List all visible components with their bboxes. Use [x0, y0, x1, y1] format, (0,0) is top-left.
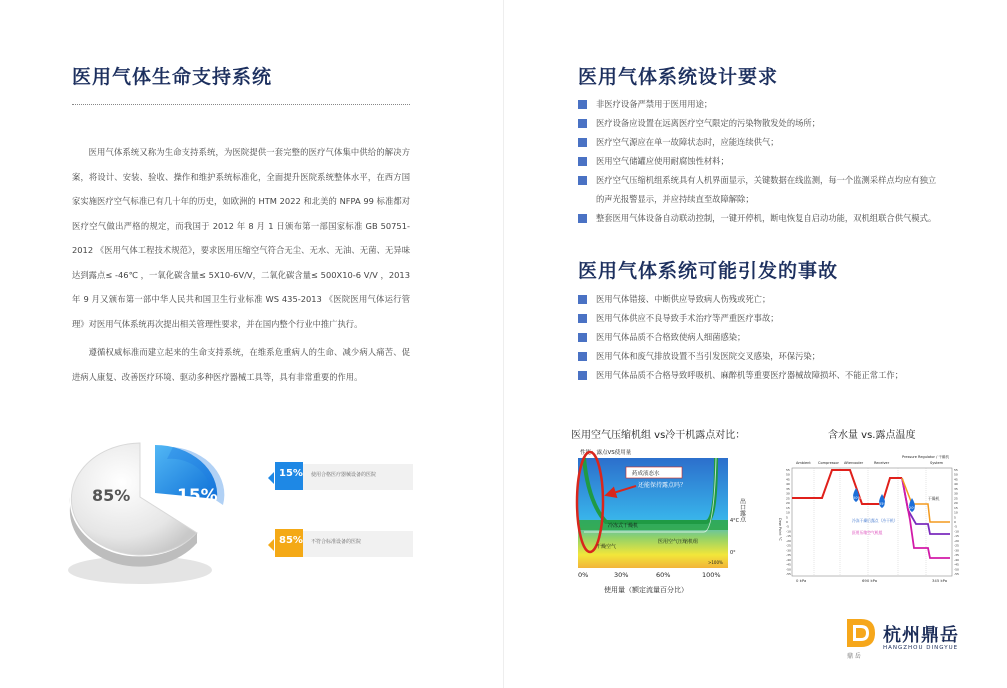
callout-85	[268, 525, 413, 565]
chart2-y-tick-right: 20	[954, 501, 958, 506]
chart1-xtick: 0%	[578, 571, 589, 579]
bullet-square	[578, 295, 587, 304]
chart1-box1-text: 药成液态水	[632, 471, 660, 477]
chart2-y-tick: 0	[786, 520, 788, 524]
chart2-column-label: Receiver	[874, 461, 890, 465]
chart2-y-tick: -20	[786, 538, 791, 543]
chart2-column-labels	[796, 454, 949, 465]
chart1-tick-4: 4°C	[730, 518, 740, 524]
title-divider	[72, 104, 410, 105]
chart2-y-tick: -40	[786, 557, 791, 562]
chart2-y-tick-right: 10	[954, 510, 958, 515]
chart2-bottom-right: 345 kPa	[932, 578, 948, 583]
chart2-y-tick: 20	[786, 501, 790, 506]
chart2-y-tick: 15	[786, 505, 790, 510]
chart2-y-tick-right: -45	[954, 562, 959, 567]
chart2-column-label: Ambient	[796, 461, 811, 465]
chart2-y-tick-right: 55	[954, 468, 958, 472]
chart2-y-tick: -25	[786, 543, 791, 548]
bullet-square	[578, 371, 587, 380]
chart2-y-tick: 5	[786, 515, 788, 520]
bullet-square	[578, 157, 587, 166]
chart2-legend2: 医用压缩空气机组	[852, 530, 883, 535]
pie-graphic	[55, 435, 260, 600]
chart2-y-tick: -55	[786, 572, 791, 576]
chart2-y-tick-right: -10	[954, 529, 959, 534]
design-item: 医疗空气源应在单一故障状态时，应能连续供气；	[578, 133, 938, 152]
chart2-y-tick-right: -40	[954, 557, 959, 562]
chart1-box2-text: 还能保持露点吗？	[638, 482, 687, 489]
callout-15	[268, 458, 413, 498]
chart1-xlabel: 使用量（额定流量百分比）	[604, 586, 688, 594]
callout-15-text: 使用合格医疗器械设备的医院	[311, 472, 377, 478]
chart2-y-tick-right: 40	[954, 482, 958, 487]
chart1-title: 医用空气压缩机组 vs冷干机露点对比：	[571, 430, 746, 441]
bullet-square	[578, 138, 587, 147]
chart2-y-tick: -10	[786, 529, 791, 534]
chart2-column-label: Compressor	[818, 461, 839, 465]
bullet-square	[578, 214, 587, 223]
chart2-y-tick: 45	[786, 477, 790, 482]
chart2-legend3: 干燥机	[928, 496, 940, 501]
design-item: 医疗空气压缩机组系统具有人机界面显示，关键数据在线监测，每一个监测采样点均应有独立的声光报警显示，并应持续直至故障解除；	[578, 171, 938, 209]
chart1-label-dry: 干燥空气	[596, 544, 617, 550]
chart2-column-label: Aftercooler	[844, 461, 864, 465]
chart1-label-ref: 冷冻式干燥机	[608, 523, 639, 529]
left-title: 医用气体生命支持系统	[72, 66, 273, 88]
chart2-y-tick-right: 5	[954, 515, 956, 520]
chart2-y-tick: 55	[786, 468, 790, 472]
design-item: 医用空气储罐应使用耐腐蚀性材料；	[578, 152, 938, 171]
chart2-drop-label: 55%	[879, 502, 887, 506]
accident-item: 医用气体错接、中断供应导致病人伤残或死亡；	[578, 290, 938, 309]
chart2-y-tick: 35	[786, 486, 790, 491]
logo-name: 杭州鼎岳	[883, 625, 959, 646]
intro-paragraph-2: 遵循权威标准而建立起来的生命支持系统，在维系危重病人的生命、减少病人痛苦、促进病人康复、改善医疗环境、驱动多种医疗器械工具等，具有非常重要的作用。	[72, 347, 410, 382]
accident-item: 医用气体品质不合格导致呼吸机、麻醉机等重要医疗器械故障损坏、不能正常工作；	[578, 366, 938, 385]
chart2-y-tick-right: 0	[954, 520, 956, 524]
chart2-y-tick-right: 25	[954, 496, 958, 501]
chart2-y-tick-right: -15	[954, 534, 959, 539]
chart2-y-tick-right: -20	[954, 538, 959, 543]
chart1-top-label: 性能：露点VS使用量	[580, 450, 632, 456]
chart2-y-tick-right: -50	[954, 567, 959, 572]
accident-list	[578, 290, 938, 385]
chart1-xtick: 30%	[614, 571, 629, 579]
callout-85-value: 85%	[279, 535, 303, 546]
bullet-square	[578, 352, 587, 361]
chart1-tick-small: >100%	[708, 560, 723, 565]
chart1	[566, 442, 758, 600]
chart2-y-tick-right: -30	[954, 548, 959, 553]
chart2	[778, 448, 968, 586]
chart2-y-tick-right: 30	[954, 491, 958, 496]
logo-mark-text: 鼎 岳	[847, 653, 861, 660]
pie-big-label: 85%	[92, 486, 131, 505]
chart2-legend1: 冷冻干燥后露点（冷干机）	[852, 518, 898, 523]
design-item: 医疗设备应设置在远离医疗空气限定的污染物散发处的场所；	[578, 114, 938, 133]
chart2-y-tick-right: 15	[954, 505, 958, 510]
chart2-bottom-mid: 690 kPa	[862, 578, 878, 583]
page-fold	[503, 0, 504, 688]
chart2-y-tick: -45	[786, 562, 791, 567]
accident-item: 医用气体供应不良导致手术治疗等严重医疗事故；	[578, 309, 938, 328]
bullet-square	[578, 333, 587, 342]
bullet-square	[578, 100, 587, 109]
chart2-y-tick-right: 35	[954, 486, 958, 491]
chart2-y-tick-right: -5	[954, 524, 957, 529]
accident-item: 医用气体和废气排放设置不当引发医院交叉感染，环保污染；	[578, 347, 938, 366]
accident-title: 医用气体系统可能引发的事故	[578, 260, 839, 282]
design-title: 医用气体系统设计要求	[578, 66, 779, 88]
callout-85-text: 不符合标准设备的医院	[311, 539, 362, 545]
bullet-square	[578, 314, 587, 323]
chart2-y-tick: -50	[786, 567, 791, 572]
chart2-y-tick: -30	[786, 548, 791, 553]
chart1-label-med: 医用空气压缩机组	[658, 539, 699, 545]
callout-15-value: 15%	[279, 468, 303, 479]
accident-item: 医用气体品质不合格致使病人细菌感染；	[578, 328, 938, 347]
chart2-drop-label: 20%	[909, 506, 917, 510]
chart2-y-tick: 30	[786, 491, 790, 496]
bullet-square	[578, 176, 587, 185]
design-item: 非医疗设备严禁用于医用用途；	[578, 95, 938, 114]
bullet-square	[578, 119, 587, 128]
chart1-tick-0: 0°	[730, 550, 736, 556]
chart2-y-tick-right: -35	[954, 553, 959, 558]
chart2-bottom-left: 0 kPa	[796, 578, 807, 583]
chart2-title: 含水量 vs.露点温度	[828, 430, 916, 441]
logo-subtitle: HANGZHOU DINGYUE	[883, 645, 959, 651]
chart2-y-tick: -35	[786, 553, 791, 558]
chart2-y-tick: 10	[786, 510, 790, 515]
intro-paragraph-1: 医用气体系统又称为生命支持系统，为医院提供一套完整的医疗气体集中供给的解决方案，将设计、安装、验收、操作和维护系统标准化，全面提升医院系统整体水平，在西方国家实施医疗空气标准已有几十年的历史，如欧洲的 HTM 2022 和北美的 NFPA 99 标准都对医疗空气做出严格的规定，而我国于 2012 年 8 月 1 日颁布第一部国家标准 GB 50751-2012 《医用气体工程技术规范》，要求医用压缩空气符合无尘、无水、无油、无菌、无异味达到露点≤ -46℃ ，一氧化碳含量≤ 5X10-6V/V，二氧化碳含量≤ 500X10-6 V/V ，2013 年 9 月又颁布第一部中华人民共和国卫生行业标准 WS 435-2013 《医院医用气体运行管理》对医用气体系统再次提出相关管理性要求，并在国内整个行业中推广执行。	[72, 147, 410, 329]
chart2-column-label: System	[930, 461, 944, 465]
chart2-drop-label: 50%	[853, 496, 861, 500]
pie-small-label: 15%	[177, 486, 218, 506]
chart2-y-tick-right: 45	[954, 477, 958, 482]
chart2-y-unit: Dew Point °C	[778, 518, 782, 541]
chart1-xtick: 60%	[656, 571, 671, 579]
chart2-y-tick-right: -25	[954, 543, 959, 548]
intro-text	[72, 140, 410, 389]
chart2-column-label: Pressure Regulator / 干燥机	[902, 455, 949, 459]
chart2-y-tick: -15	[786, 534, 791, 539]
chart2-y-tick: 25	[786, 496, 790, 501]
logo-mark-icon	[843, 615, 879, 651]
chart2-y-tick: 50	[786, 472, 790, 477]
design-item: 整套医用气体设备自动联动控制，一键开停机，断电恢复自启动功能，双机组联合供气模式。	[578, 209, 938, 228]
chart1-right-label: 出口露点	[738, 498, 746, 522]
design-list	[578, 95, 938, 228]
chart2-y-tick-right: -55	[954, 572, 959, 576]
chart2-y-tick-right: 50	[954, 472, 958, 477]
chart2-y-tick: -5	[786, 524, 789, 529]
chart1-xtick: 100%	[702, 571, 721, 579]
chart2-y-tick: 40	[786, 482, 790, 487]
